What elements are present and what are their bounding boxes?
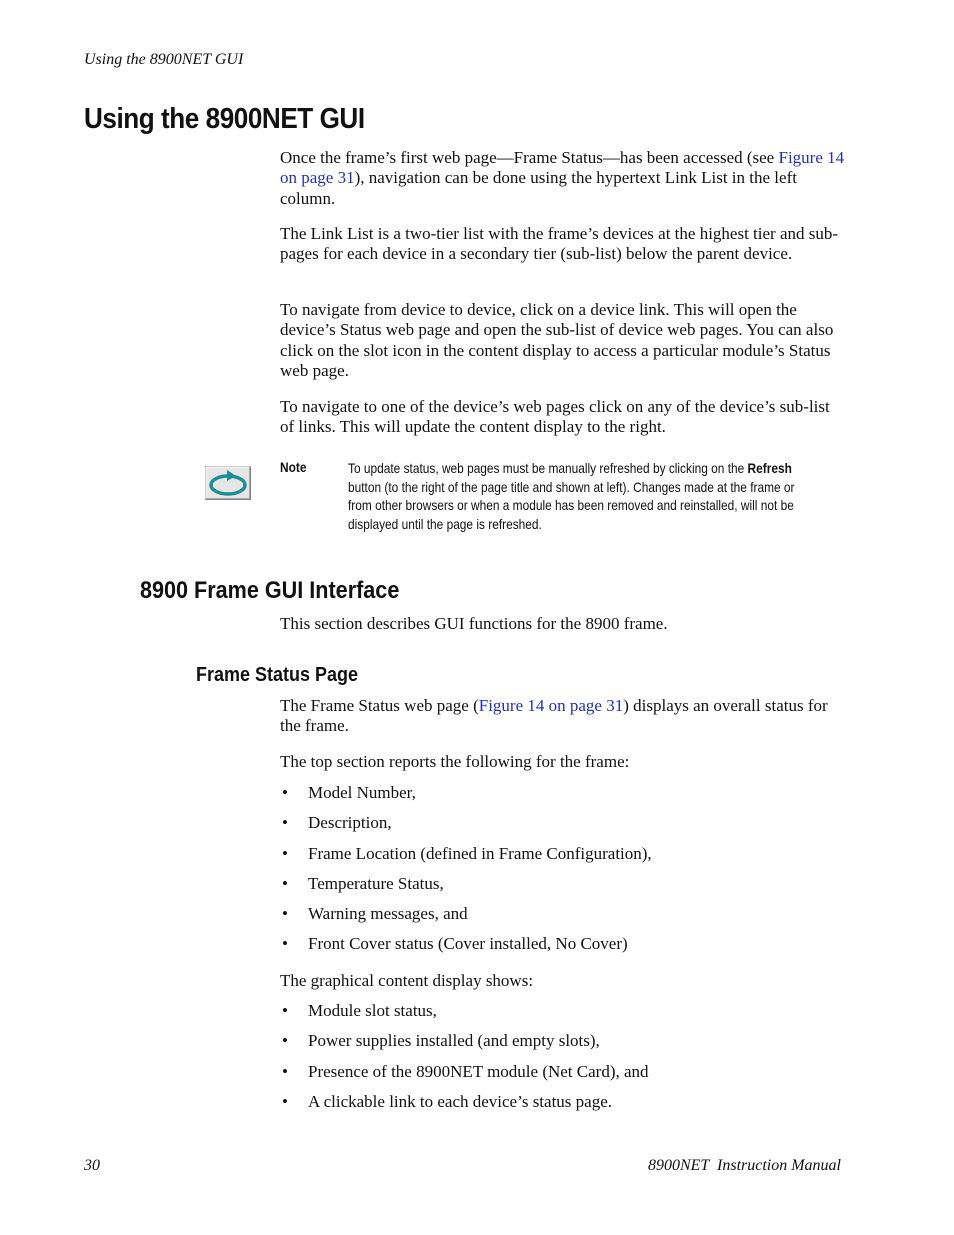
intro-paragraph <box>280 148 846 209</box>
intro-text-before: Once the frame’s first web page—Frame Status—has been accessed (see <box>280 148 779 167</box>
note-text-before: To update status, web pages must be manually refreshed by clicking on the <box>348 460 748 476</box>
subsubsection-title: Frame Status Page <box>196 664 359 686</box>
note-text <box>348 459 807 534</box>
list-item: • Module slot status, <box>280 1001 649 1031</box>
note-label: Note <box>280 459 307 475</box>
list-item: • Model Number, <box>280 783 652 813</box>
frame-status-paragraph <box>280 696 846 737</box>
subsection-intro: This section describes GUI functions for the 8900 frame. <box>280 614 668 633</box>
figure-14-link-2[interactable]: Figure 14 on page 31 <box>478 696 624 715</box>
refresh-icon <box>205 466 251 500</box>
graphical-display-paragraph: The graphical content display shows: <box>280 971 534 990</box>
note-refresh-bold: Refresh <box>747 460 792 476</box>
list-item: • Presence of the 8900NET module (Net Card), and <box>280 1062 649 1092</box>
running-header: Using the 8900NET GUI <box>84 51 244 68</box>
figure-14-link[interactable]: Figure 14 on page 31 <box>280 148 845 188</box>
graphical-display-list <box>280 1001 649 1122</box>
top-section-list <box>280 783 652 965</box>
frame-status-text-after: ) displays an overall status for the frame. <box>280 696 828 736</box>
note-text-after: button (to the right of the page title and shown at left). Changes made at the frame or from other browsers or when a module has been removed and reinstalled, will not be displayed until the page is refreshed. <box>348 478 795 533</box>
list-item: • Power supplies installed (and empty slots), <box>280 1031 649 1061</box>
frame-status-text-before: The Frame Status web page ( <box>280 696 479 715</box>
navigate-device-paragraph: To navigate from device to device, click on a device link. This will open the device’s Status web page and open the sub-list of device web pages. You can also click on the slot icon in the content display to access a particular module’s Status web page. <box>280 300 834 380</box>
list-item: • Warning messages, and <box>280 904 652 934</box>
list-item: • Frame Location (defined in Frame Configuration), <box>280 844 652 874</box>
list-item: • Temperature Status, <box>280 874 652 904</box>
navigate-pages-paragraph: To navigate to one of the device’s web pages click on any of the device’s sub-list of links. This will update the content display to the right. <box>280 397 830 437</box>
link-list-paragraph: The Link List is a two-tier list with the frame’s devices at the highest tier and sub-pages for each device in a secondary tier (sub-list) below the parent device. <box>280 224 839 264</box>
list-item: • Description, <box>280 813 652 843</box>
list-item: • A clickable link to each device’s status page. <box>280 1092 649 1122</box>
top-section-paragraph: The top section reports the following for the frame: <box>280 752 630 771</box>
section-title: Using the 8900NET GUI <box>84 103 365 135</box>
subsection-title: 8900 Frame GUI Interface <box>140 577 400 604</box>
intro-text-after: ), navigation can be done using the hypertext Link List in the left column. <box>280 168 797 208</box>
list-item: • Front Cover status (Cover installed, No Cover) <box>280 934 652 964</box>
page-number: 30 <box>84 1157 100 1174</box>
manual-title: 8900NET Instruction Manual <box>647 1157 841 1174</box>
